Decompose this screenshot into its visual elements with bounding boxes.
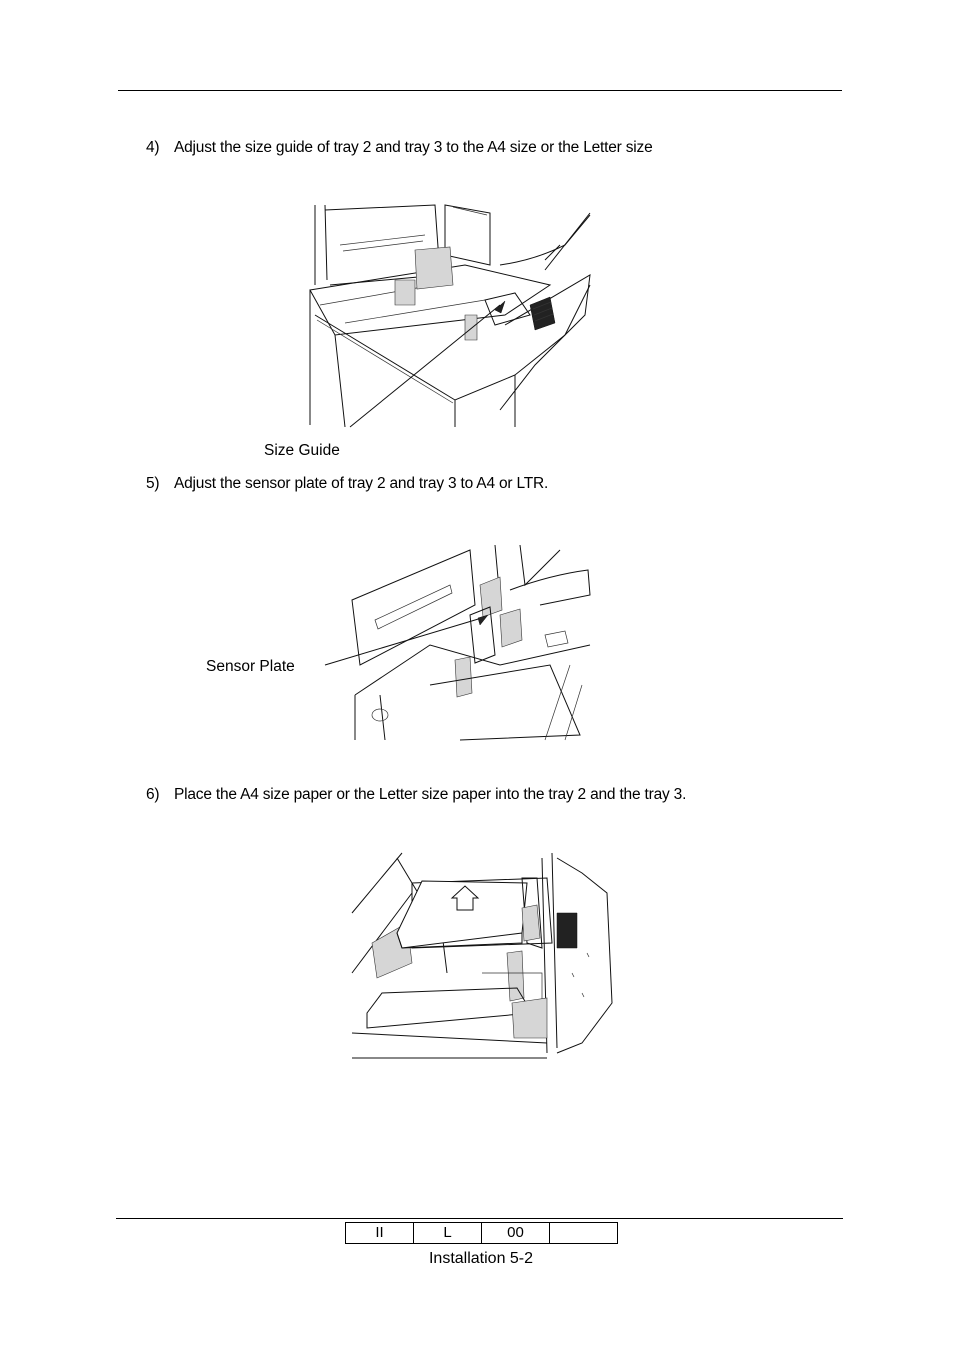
revision-table: [345, 1222, 618, 1244]
step-6-text: Place the A4 size paper or the Letter size paper into the tray 2 and the tray 3.: [174, 786, 687, 803]
revision-cell: II: [346, 1223, 414, 1244]
step-4-number: 4): [146, 139, 160, 156]
size-guide-label: Size Guide: [264, 442, 340, 459]
sensor-plate-label: Sensor Plate: [206, 658, 295, 675]
header-rule: [118, 90, 842, 91]
revision-cell: 00: [482, 1223, 550, 1244]
step-5-number: 5): [146, 475, 160, 492]
paper-tray-illustration: [352, 853, 617, 1065]
sensor-plate-illustration: [320, 545, 595, 742]
size-guide-illustration: [305, 205, 595, 430]
footer-rule: [116, 1218, 843, 1219]
page-label: Installation 5-2: [428, 1250, 534, 1267]
step-5: [146, 475, 548, 493]
step-6: [146, 786, 686, 804]
revision-cell: L: [414, 1223, 482, 1244]
revision-row: [346, 1223, 618, 1244]
step-6-number: 6): [146, 786, 160, 803]
step-5-text: Adjust the sensor plate of tray 2 and tray 3 to A4 or LTR.: [174, 475, 549, 492]
revision-cell: [550, 1223, 618, 1244]
step-4: [146, 139, 653, 157]
step-4-text: Adjust the size guide of tray 2 and tray 3 to the A4 size or the Letter size: [174, 139, 653, 156]
